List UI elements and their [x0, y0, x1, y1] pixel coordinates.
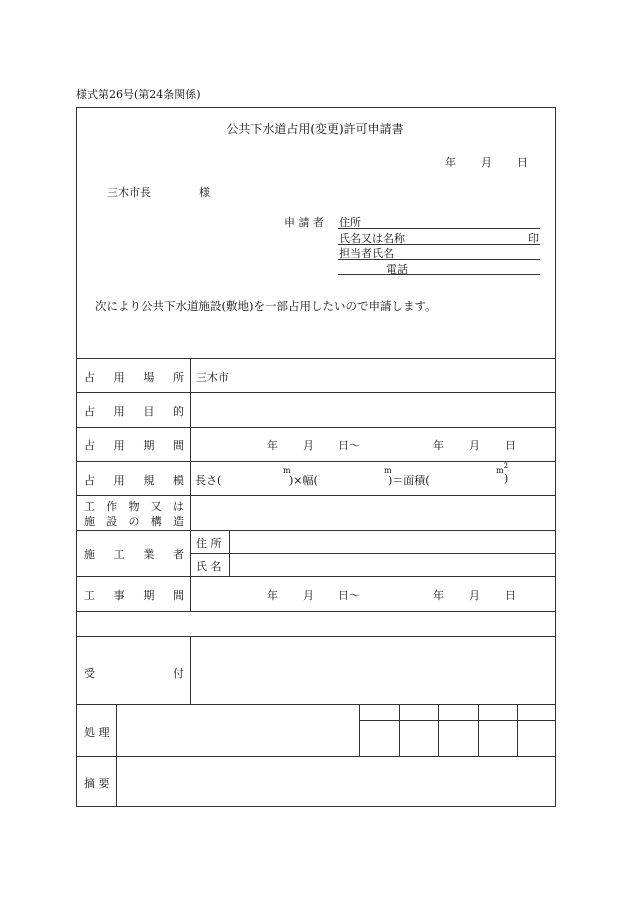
row-line — [76, 704, 556, 705]
row-line — [76, 392, 556, 393]
stamp-box-line — [478, 704, 479, 756]
table-top-line — [76, 358, 556, 359]
contractor-name-label: 氏 名 — [196, 560, 222, 573]
place-value: 三木市 — [196, 371, 229, 384]
row-line — [76, 636, 556, 637]
applicant-person-line — [338, 259, 540, 260]
remarks-label: 摘 要 — [84, 777, 110, 790]
contractor-split-line — [190, 553, 556, 554]
scale-width-open: )×幅( — [289, 474, 318, 487]
structure-label-line2: 施 設 の 構 造 — [84, 515, 184, 528]
contractor-address-label: 住 所 — [196, 537, 222, 550]
row-line — [76, 576, 556, 577]
date-year: 年 — [445, 156, 456, 169]
stamp-box-line — [359, 704, 360, 756]
construction-end-year: 年 — [433, 589, 444, 602]
applicant-name-label: 氏名又は名称 — [339, 232, 405, 245]
addressee-mayor: 三木市長 — [107, 186, 151, 199]
stamp-box-line — [438, 704, 439, 756]
reception-label: 受 付 — [84, 667, 184, 680]
row-line — [76, 611, 556, 612]
form-title: 公共下水道占用(変更)許可申請書 — [226, 122, 404, 136]
applicant-phone-label: 電話 — [386, 263, 408, 276]
contractor-label: 施 工 業 者 — [84, 548, 184, 561]
row-line — [76, 495, 556, 496]
period-label: 占 用 期 間 — [84, 439, 184, 452]
processing-stamp-line — [359, 720, 556, 721]
row-line — [76, 530, 556, 531]
addressee-honorific: 様 — [199, 186, 210, 199]
form-frame — [76, 107, 556, 807]
construction-start-year: 年 — [267, 589, 278, 602]
scale-label: 占 用 規 模 — [84, 474, 184, 487]
construction-start-day: 日〜 — [338, 589, 360, 602]
processing-label: 処 理 — [84, 726, 110, 739]
date-month: 月 — [481, 156, 492, 169]
reception-column-line — [190, 636, 191, 704]
row-line — [76, 756, 556, 757]
contractor-sublabel-line — [229, 530, 230, 576]
applicant-address-line — [338, 228, 540, 229]
row-line — [76, 427, 556, 428]
period-end-month: 月 — [469, 439, 480, 452]
stamp-box-line — [399, 704, 400, 756]
applicant-phone-line — [338, 274, 540, 275]
structure-label-line1: 工 作 物 又 は — [84, 500, 184, 513]
processing-label-line — [116, 704, 117, 807]
applicant-person-label: 担当者氏名 — [339, 247, 394, 260]
row-line — [76, 461, 556, 462]
period-start-month: 月 — [303, 439, 314, 452]
construction-end-month: 月 — [469, 589, 480, 602]
date-day: 日 — [517, 156, 528, 169]
applicant-heading: 申 請 者 — [284, 216, 324, 229]
scale-width-unit: m — [384, 466, 392, 475]
scale-area-close: ) — [504, 472, 509, 485]
application-statement: 次により公共下水道施設(敷地)を一部占用したいので申請します。 — [95, 299, 437, 313]
form-number: 様式第26号(第24条関係) — [76, 88, 201, 101]
applicant-address-label: 住所 — [339, 216, 361, 229]
scale-length-unit: m — [283, 466, 291, 475]
construction-start-month: 月 — [303, 589, 314, 602]
stamp-box-line — [517, 704, 518, 756]
place-label: 占 用 場 所 — [84, 371, 184, 384]
period-end-day: 日 — [505, 439, 516, 452]
period-start-year: 年 — [267, 439, 278, 452]
scale-length-open: 長さ( — [195, 474, 222, 487]
construction-end-day: 日 — [505, 589, 516, 602]
construction-period-label: 工 事 期 間 — [84, 589, 184, 602]
label-column-line — [190, 358, 191, 611]
seal-mark: 印 — [528, 232, 539, 245]
period-end-year: 年 — [433, 439, 444, 452]
scale-area-open: )＝面積( — [388, 474, 430, 487]
scale-area-unit: m2 — [496, 462, 509, 475]
purpose-label: 占 用 目 的 — [84, 405, 184, 418]
period-start-day: 日〜 — [338, 439, 360, 452]
